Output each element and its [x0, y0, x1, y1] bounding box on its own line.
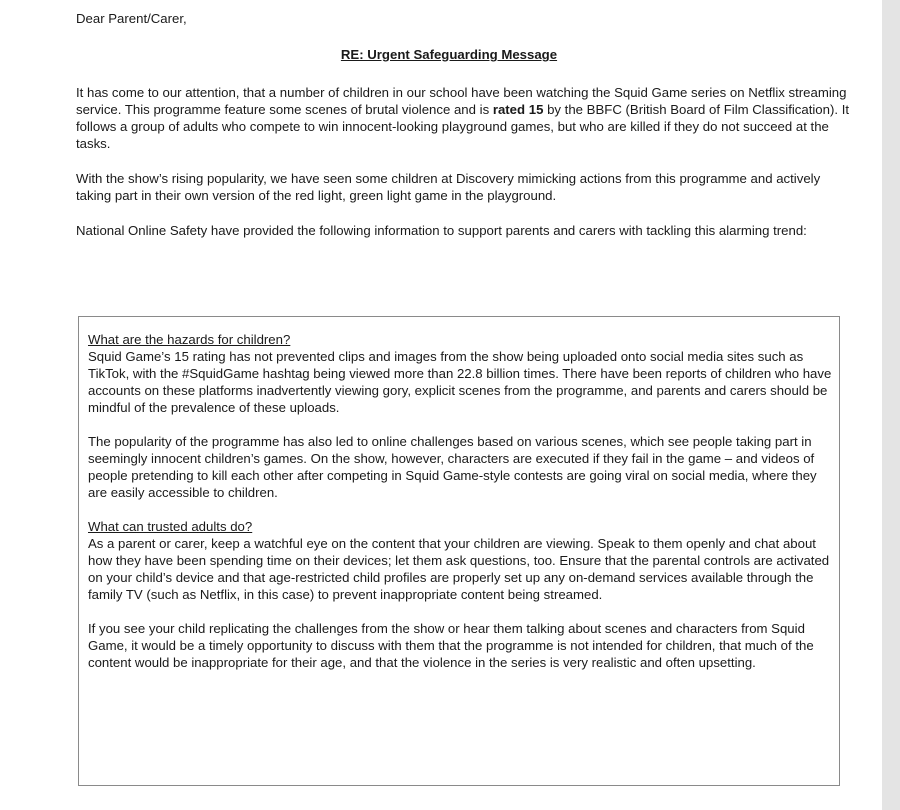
- paragraph-rating: [76, 84, 856, 152]
- letter-subject: RE: Urgent Safeguarding Message: [340, 47, 558, 62]
- safety-info-box: [78, 316, 840, 786]
- hazards-paragraph-social-media: Squid Game’s 15 rating has not prevented clips and images from the show being uploaded onto social media sites such as TikTok, with the #SquidGame hashtag being viewed more than 22.8 billion times. There have been reports of children who have accounts on these platforms inadvertently viewing gory, explicit scenes from the programme, and parents and carers should be mindful of the prevalence of these uploads.: [88, 349, 832, 415]
- paragraph-online-safety: National Online Safety have provided the following information to support parents and carers with tackling this alarming trend:: [76, 223, 807, 238]
- rating-emphasis: rated 15: [492, 102, 544, 117]
- letter-body: [76, 10, 856, 239]
- heading-hazards: What are the hazards for children?: [88, 332, 291, 347]
- salutation: Dear Parent/Carer,: [76, 11, 187, 26]
- paragraph-rating-text-end: by the BBFC (British Board of Film Classification). It follows a group of adults who compete to win innocent-looking playground games, but who are killed if they do not succeed at the tasks.: [76, 102, 850, 151]
- spacer: [88, 416, 839, 433]
- hazards-paragraph-challenges: The popularity of the programme has also led to online challenges based on various scenes, which see people taking part in seemingly innocent children’s games. On the show, however, characters are executed if they fail in the game – and videos of people pretending to kill each other after competing in Squid Game-style contests are going viral on social media, where they are easily accessible to children.: [88, 434, 817, 500]
- paragraph-popularity: With the show’s rising popularity, we have seen some children at Discovery mimicking actions from this programme and actively taking part in their own version of the red light, green light game in the playground.: [76, 171, 821, 203]
- heading-trusted-adults: What can trusted adults do?: [88, 519, 253, 534]
- adults-paragraph-discussion: If you see your child replicating the challenges from the show or hear them talking about scenes and characters from Squid Game, it would be a timely opportunity to discuss with them that the programme is not intended for children, that much of the content would be inappropriate for their age, and that the violence in the series is very realistic and often upsetting.: [88, 621, 814, 670]
- adults-paragraph-controls: As a parent or carer, keep a watchful eye on the content that your children are viewing. Speak to them openly and chat about how they have been spending time on their devices; let them ask questions, too. Ensure that the parental controls are activated on your child’s device and that age-restricted child profiles are properly set up any on-demand services available through the family TV (such as Netflix, in this case) to prevent inappropriate content being streamed.: [88, 536, 830, 602]
- paragraph-rating-text-start: It has come to our attention, that a number of children in our school have been watching the Squid Game series on Netflix streaming service. This programme feature some scenes of brutal violence and is: [76, 85, 847, 117]
- viewer-background: [882, 0, 900, 810]
- spacer: [88, 603, 839, 620]
- spacer: [88, 501, 839, 518]
